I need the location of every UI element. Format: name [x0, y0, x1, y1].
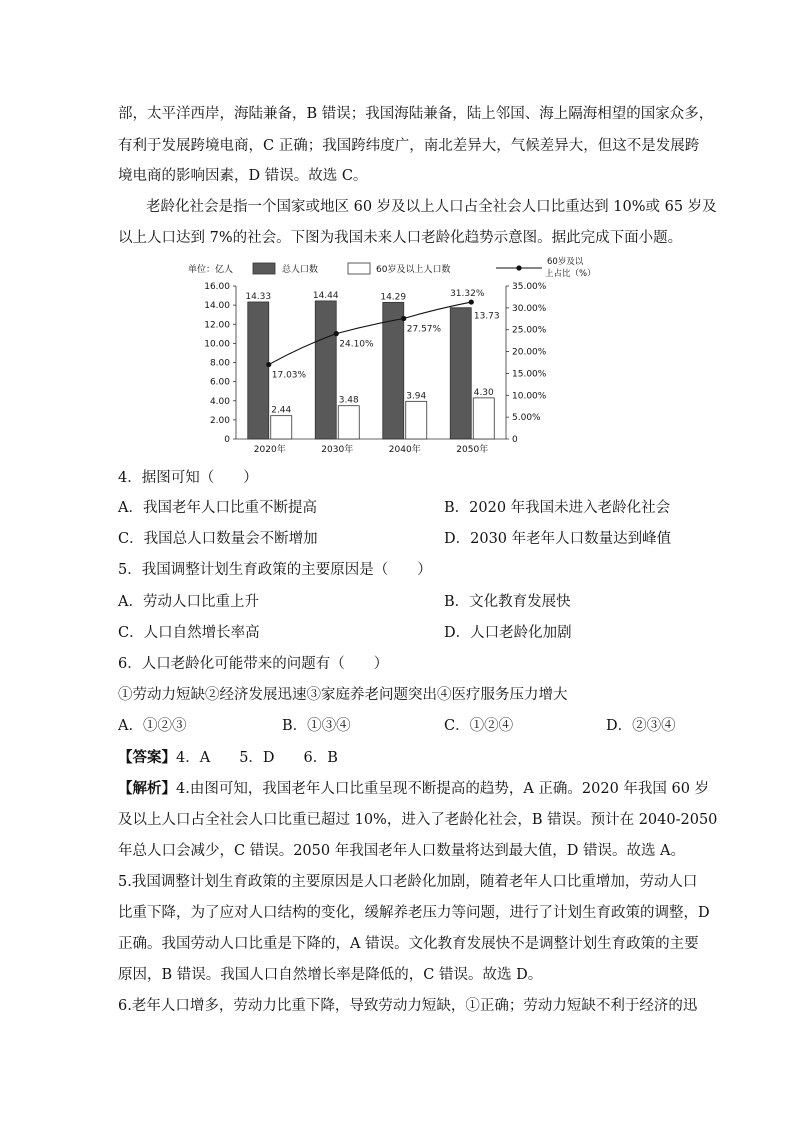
left-tick-label: 4.00 [209, 396, 230, 407]
bar-total-population [315, 301, 336, 439]
analysis-line-8: 6.老年人口增多，劳动力比重下降，导致劳动力短缺，①正确；劳动力短缺不利于经济的迅 [118, 998, 698, 1014]
bar-total-value-label: 14.29 [380, 292, 407, 303]
analysis-line-1 [118, 779, 710, 799]
share-line-point [334, 331, 339, 336]
left-tick-label: 2.00 [209, 415, 230, 426]
q6-option-d[interactable]: D．②③④ [606, 718, 676, 734]
answer-text: 4．A 5．D 6．B [176, 750, 338, 766]
analysis-line-7: 原因，B 错误。我国人口自然增长率是降低的，C 错误。故选 D。 [118, 967, 543, 983]
q6-option-b[interactable]: B．①③④ [282, 718, 351, 734]
chart-svg [184, 256, 644, 461]
legend-swatch-total [253, 263, 275, 274]
legend-label-share-2: 上占比（%） [545, 269, 596, 279]
legend-label-total: 总人口数 [282, 265, 319, 275]
q4-option-b[interactable]: B．2020 年我国未进入老龄化社会 [444, 500, 671, 516]
right-tick-label: 20.00% [512, 347, 547, 358]
bar-elderly-population [406, 401, 427, 439]
unit-label: 单位：亿人 [188, 265, 234, 275]
intro-line-2: 以上人口达到 7%的社会。下图为我国未来人口老龄化趋势示意图。据此完成下面小题。 [118, 230, 683, 246]
bar-total-value-label: 14.33 [245, 291, 272, 302]
bar-elderly-population [271, 416, 292, 439]
q5-option-b[interactable]: B．文化教育发展快 [444, 594, 571, 610]
q4-stem: 4．据图可知（ ） [118, 470, 258, 486]
right-tick-label: 15.00% [512, 369, 547, 380]
chart-legend [188, 256, 596, 279]
left-tick-label: 12.00 [204, 320, 230, 331]
right-tick-label: 0 [512, 435, 518, 445]
left-tick-label: 6.00 [209, 377, 230, 388]
bar-elderly-value-label: 4.30 [473, 387, 494, 398]
q4-option-c[interactable]: C．我国总人口数量会不断增加 [118, 531, 318, 547]
q5-option-d[interactable]: D．人口老龄化加剧 [444, 625, 572, 641]
bar-total-population [248, 302, 269, 439]
analysis-line-4: 5.我国调整计划生育政策的主要原因是人口老龄化加剧，随着老年人口比重增加，劳动人口 [118, 874, 698, 890]
right-tick-label: 5.00% [512, 413, 541, 424]
left-tick-label: 0 [224, 435, 230, 445]
passage-line-1: 部，太平洋西岸，海陆兼备，B 错误；我国海陆兼备，陆上邻国、海上隔海相望的国家众多， [118, 106, 714, 122]
x-category-label: 2030年 [321, 445, 354, 455]
bar-elderly-population [473, 398, 494, 439]
passage-line-2: 有利于发展跨境电商，C 正确；我国跨纬度广，南北差异大，气候差异大，但这不是发展跨 [118, 138, 700, 154]
legend-label-share-1: 60岁及以 [547, 257, 584, 267]
bar-total-value-label: 13.73 [473, 311, 500, 322]
q4-option-d[interactable]: D．2030 年老年人口数量达到峰值 [444, 531, 672, 547]
right-tick-label: 35.00% [512, 282, 547, 292]
q5-stem: 5．我国调整计划生育政策的主要原因是（ ） [118, 562, 432, 578]
share-line-value-label: 31.32% [450, 289, 485, 300]
answer-line [118, 748, 688, 768]
intro-line-1: 老龄化社会是指一个国家或地区 60 岁及以上人口占全社会人口比重达到 10%或 65 岁及 [146, 199, 717, 215]
q6-option-c[interactable]: C．①②④ [444, 718, 514, 734]
right-tick-label: 30.00% [512, 303, 547, 314]
left-tick-label: 8.00 [209, 358, 230, 369]
bar-total-population [450, 308, 471, 439]
legend-label-elderly: 60岁及以上人口数 [376, 265, 451, 275]
x-category-label: 2050年 [456, 445, 489, 455]
share-line-point [469, 299, 474, 304]
legend-line-marker [516, 265, 521, 270]
bar-elderly-value-label: 3.94 [406, 391, 427, 402]
q6-option-a[interactable]: A．①②③ [118, 718, 187, 734]
share-line-value-label: 17.03% [271, 370, 307, 381]
right-tick-label: 25.00% [512, 325, 547, 336]
passage-line-3: 境电商的影响因素，D 错误。故选 C。 [118, 168, 368, 184]
bar-elderly-value-label: 2.44 [271, 405, 292, 416]
left-tick-label: 16.00 [204, 282, 230, 292]
chart-bars [245, 291, 499, 439]
bar-elderly-value-label: 3.48 [338, 395, 359, 406]
analysis-line-5: 比重下降，为了应对人口结构的变化，缓解养老压力等问题，进行了计划生育政策的调整，D [118, 905, 710, 921]
x-category-label: 2040年 [388, 445, 421, 455]
q5-option-a[interactable]: A．劳动人口比重上升 [118, 594, 259, 610]
bar-total-population [383, 302, 404, 439]
analysis-label: 【解析】 [118, 780, 176, 797]
answer-label: 【答案】 [118, 749, 176, 766]
left-tick-label: 10.00 [204, 339, 230, 350]
analysis-line-3: 年总人口会减少，C 错误。2050 年我国老年人口数量将达到最大值，D 错误。故选 A。 [118, 843, 686, 859]
legend-swatch-elderly [348, 263, 370, 274]
analysis-text-1: 4.由图可知，我国老年人口比重呈现不断提高的趋势，A 正确。2020 年我国 60 岁 [176, 781, 710, 797]
bar-total-value-label: 14.44 [312, 290, 339, 301]
q6-stem: 6．人口老龄化可能带来的问题有（ ） [118, 656, 389, 672]
q4-option-a[interactable]: A．我国老年人口比重不断提高 [118, 500, 317, 516]
aging-trend-chart [184, 256, 644, 461]
share-line-point [401, 316, 406, 321]
bar-elderly-population [338, 406, 359, 439]
share-line-value-label: 27.57% [406, 324, 442, 335]
right-tick-label: 10.00% [512, 391, 547, 402]
analysis-line-2: 及以上人口占全社会人口比重已超过 10%，进入了老龄化社会，B 错误。预计在 2040-2050 [118, 812, 718, 828]
q5-option-c[interactable]: C．人口自然增长率高 [118, 625, 260, 641]
left-tick-label: 14.00 [204, 301, 230, 312]
q6-items: ①劳动力短缺②经济发展迅速③家庭养老问题突出④医疗服务压力增大 [118, 687, 568, 703]
x-category-label: 2020年 [253, 445, 286, 455]
share-line-point [266, 362, 271, 367]
analysis-line-6: 正确。我国劳动人口比重是下降的，A 错误。文化教育发展快不是调整计划生育政策的主要 [118, 936, 699, 952]
share-line-value-label: 24.10% [339, 339, 374, 350]
